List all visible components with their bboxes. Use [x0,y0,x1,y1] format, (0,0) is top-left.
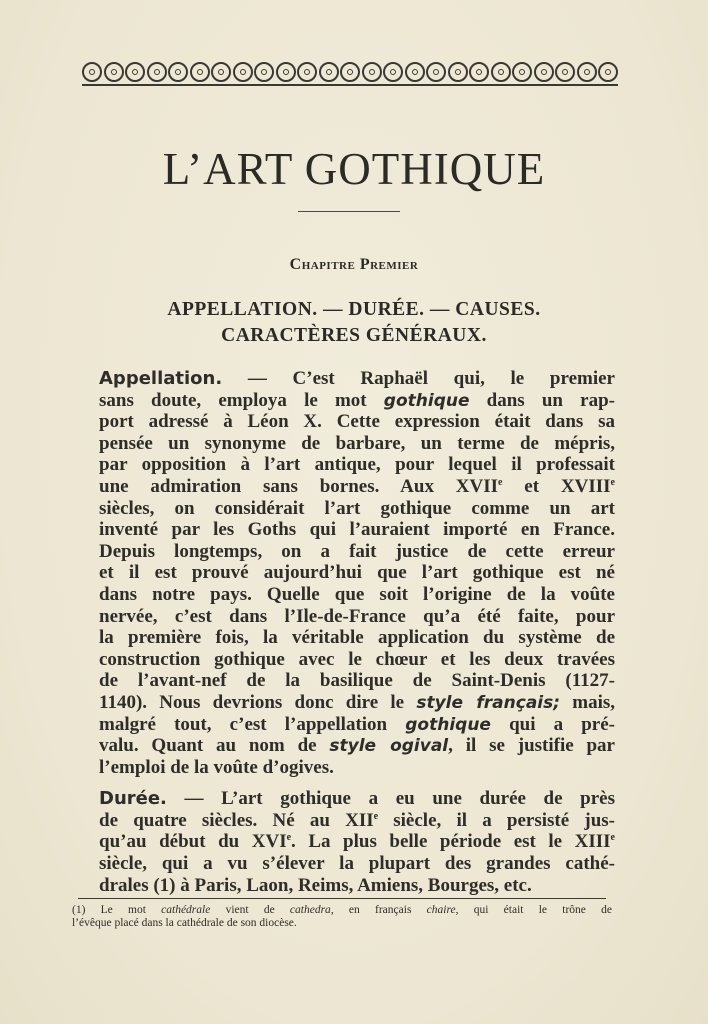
paragraph-duree [99,788,615,896]
text-run: — C’est Raphaël qui, le premier [222,368,615,389]
scroll-ornament-icon [168,62,188,82]
superscript: e [373,810,379,822]
run-in-heading: Durée. [99,788,167,810]
page-title: L’ART GOTHIQUE [162,144,546,194]
text-run: siècles, on considérait l’art gothique comme un art [99,497,615,519]
text-line [99,519,615,541]
text-line [99,390,615,412]
text-run: dans notre pays. Quelle que soit l’origine de la voûte [99,583,615,605]
text-line [99,788,615,810]
footnote-line-2: l’évêque placé dans la cathédrale de son diocèse. [72,917,297,929]
scroll-ornament-icon [491,62,511,82]
text-line [99,454,615,476]
text-line [99,411,615,433]
scroll-ornament-icon [448,62,468,82]
text-run: qu’au début du XVI [99,831,287,853]
footnote [72,904,612,930]
text-run: mais, [560,691,616,713]
scroll-ornament-icon [104,62,124,82]
superscript: e [498,476,503,488]
text-run: valu. Quant au nom de [99,735,330,757]
text-line [99,627,615,649]
text-run: une admiration sans bornes. Aux XVII [99,475,499,497]
text-line [99,649,615,671]
text-run: , il se justifie par [448,735,615,757]
text-line [99,584,615,606]
text-line [99,541,615,563]
scroll-ornament-icon [190,62,210,82]
text-line [99,831,615,853]
footnote-rule [78,898,606,899]
run-in-heading: Appellation. [99,368,223,389]
scroll-ornament-icon [297,62,317,82]
scroll-ornament-icon [211,62,231,82]
italic-term: style français; [416,692,561,713]
text-line [99,875,615,897]
text-line [99,606,615,628]
superscript: e [286,832,292,844]
text-line [99,562,615,584]
scroll-ornament-icon [512,62,532,82]
italic-term: gothique [383,390,470,411]
text-run: port adressé à Léon X. Cette expression était dans sa [99,411,615,433]
italic-term: gothique [405,714,491,735]
text-run: et XVIII [502,475,611,497]
superscript: e [610,832,615,844]
scroll-ornament-icon [555,62,575,82]
text-run: drales (1) à Paris, Laon, Reims, Amiens, Bourges, etc. [99,874,532,896]
scroll-ornament-icon [125,62,145,82]
scroll-ornament-icon [469,62,489,82]
text-run: qui a pré- [490,713,615,735]
paragraph-appellation [99,368,615,778]
text-run: sans doute, employa le mot [99,389,384,411]
scroll-ornament-icon [383,62,403,82]
text-run: par opposition à l’art antique, pour lequel il professait [99,454,615,476]
scroll-ornament-icon [362,62,382,82]
ornamental-header-band [82,60,618,84]
scroll-ornament-icon [577,62,597,82]
text-line [99,692,615,714]
text-run: dans un rap- [469,389,615,411]
body-text [99,368,615,896]
text-run: Depuis longtemps, on a fait justice de cette erreur [99,540,615,562]
superscript: e [610,476,615,488]
text-run: l’emploi de la voûte d’ogives. [99,756,334,778]
scroll-ornament-icon [426,62,446,82]
text-line [99,714,615,736]
footnote-line-1: (1) Le mot cathédrale vient de cathedra, en français chaire, qui était le trône de [72,904,612,916]
section-heading-line-2: CARACTÈRES GÉNÉRAUX. [221,325,487,346]
text-run: et il est prouvé aujourd’hui que l’art gothique est né [99,562,615,584]
text-line [99,670,615,692]
ornament-rule [82,84,618,86]
chapter-label: Chapitre Premier [289,256,419,273]
scroll-ornament-icon [598,62,618,82]
text-line [99,433,615,455]
text-run: malgré tout, c’est l’appellation [99,713,406,735]
text-run: siècle, il a persisté jus- [378,809,615,831]
text-run: la première fois, la véritable application du système de [99,627,615,649]
scroll-ornament-icon [276,62,296,82]
text-line [99,810,615,832]
text-run: inventé par les Goths qui l’auraient importé en France. [99,519,615,541]
scroll-ornament-icon [534,62,554,82]
scroll-ornament-icon [405,62,425,82]
text-run: siècle, qui a vu s’élever la plupart des grandes cathé- [99,853,615,875]
section-heading-line-1: APPELLATION. — DURÉE. — CAUSES. [167,299,541,320]
text-run: pensée un synonyme de barbare, un terme de mépris, [99,432,615,454]
text-line [99,476,615,498]
text-run: . La plus belle période est le XIII [291,831,611,853]
scroll-ornament-icon [82,62,102,82]
italic-term: style ogival [329,736,449,757]
section-heading [0,297,708,349]
scroll-ornament-icon [319,62,339,82]
text-run: de quatre siècles. Né au XII [99,809,374,831]
text-run: de l’avant-nef de la basilique de Saint-Denis (1127- [99,670,615,692]
text-run: 1140). Nous devrions donc dire le [99,691,417,713]
title-divider [298,211,400,212]
text-run: — L’art gothique a eu une durée de près [166,788,615,810]
text-line [99,735,615,757]
text-line [99,368,615,390]
text-line [99,498,615,520]
text-line [99,853,615,875]
scroll-ornament-icon [340,62,360,82]
scroll-ornament-icon [233,62,253,82]
text-line [99,757,615,779]
text-run: construction gothique avec le chœur et les deux travées [99,648,615,670]
scroll-ornament-icon [147,62,167,82]
text-run: nervée, c’est dans l’Ile-de-France qu’a été faite, pour [99,605,615,627]
scroll-ornament-icon [254,62,274,82]
